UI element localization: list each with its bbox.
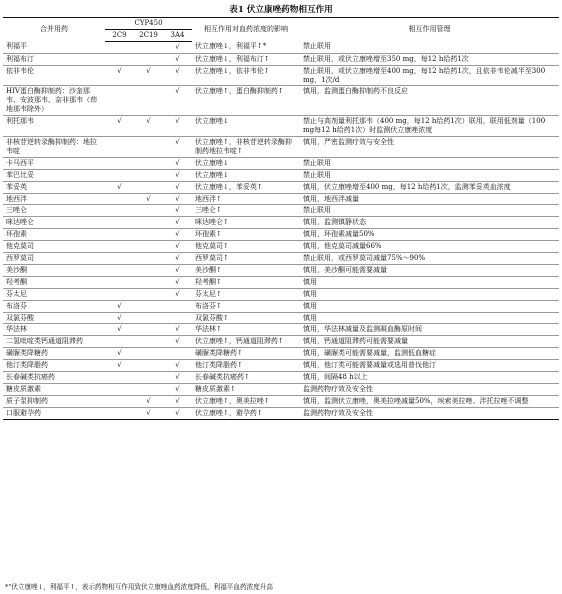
cyp-3a4-mark: √ (175, 137, 180, 146)
drug-cell: 环孢素 (6, 230, 27, 239)
effect-cell: 伏立康唑↓，利福平↑* (195, 42, 267, 51)
effect-cell: 咪达唑仑↑ (195, 218, 229, 227)
cyp-2c9-mark (105, 372, 134, 384)
table-row (3, 116, 559, 137)
header-2c19: 2C19 (134, 29, 163, 41)
cyp-2c9-mark (105, 384, 134, 396)
cyp-2c19-mark: √ (146, 66, 151, 75)
cyp-3a4-mark: √ (175, 242, 180, 251)
effect-cell: 磺脲类降糖药↑ (195, 349, 243, 358)
cyp-3a4-mark (163, 312, 192, 324)
management-cell: 慎用，地西泮减量 (303, 194, 359, 203)
cyp-2c19-mark (134, 181, 163, 193)
management-cell: 慎用 (303, 277, 317, 286)
drug-cell: 糖皮质激素 (6, 385, 41, 393)
drug-cell: 芬太尼 (6, 289, 27, 298)
management-cell: 慎用，他汀类可能需要减量或选用普伐他汀 (303, 361, 436, 370)
cyp-3a4-mark: √ (175, 254, 180, 263)
table-row (3, 169, 559, 181)
drug-cell: 三唑仑 (6, 206, 27, 215)
cyp-2c9-mark: √ (117, 361, 122, 370)
cyp-2c19-mark (134, 136, 163, 157)
table-row (3, 86, 559, 116)
cyp-2c9-mark (105, 157, 134, 169)
management-cell: 禁止联用 (303, 42, 331, 51)
drug-cell: 他克莫司 (6, 242, 34, 251)
cyp-2c9-mark: √ (117, 66, 122, 75)
drug-cell: 非核苷逆转录酶抑制药：地拉韦啶 (6, 137, 97, 155)
table-row (3, 348, 559, 360)
cyp-2c9-mark (105, 41, 134, 53)
cyp-2c19-mark (134, 312, 163, 324)
drug-cell: 二氢吡啶类钙通道阻滞药 (6, 337, 83, 346)
cyp-2c9-mark (105, 193, 134, 205)
table-row (3, 253, 559, 265)
management-cell: 慎用 (303, 301, 317, 310)
cyp-2c19-mark (134, 169, 163, 181)
cyp-3a4-mark: √ (175, 87, 180, 96)
cyp-2c19-mark (134, 253, 163, 265)
effect-cell: 地西泮↑ (195, 194, 222, 203)
drug-cell: 长春碱类抗癌药 (6, 373, 55, 382)
table-row (3, 136, 559, 157)
table-row (3, 312, 559, 324)
cyp-2c9-mark (105, 253, 134, 265)
cyp-2c9-mark (105, 241, 134, 253)
table-row (3, 157, 559, 169)
cyp-2c9-mark (105, 86, 134, 116)
table-row (3, 324, 559, 336)
drug-cell: 苯巴比妥 (6, 170, 34, 179)
management-cell: 慎用，间隔48 h以上 (303, 373, 368, 382)
cyp-2c19-mark (134, 157, 163, 169)
footnote: *"伏立康唑↓，利福平↑，表示药物相互作用致伏立康唑血药浓度降低，利福平血药浓度升高 (5, 583, 273, 591)
drug-cell: 地西泮 (6, 194, 27, 203)
cyp-2c19-mark (134, 384, 163, 396)
cyp-3a4-mark: √ (175, 289, 180, 298)
cyp-2c19-mark (134, 41, 163, 53)
management-cell: 慎用 (303, 313, 317, 322)
table-title: 表1 伏立康唑药物相互作用 (229, 5, 333, 15)
cyp-2c19-mark (134, 348, 163, 360)
table-row (3, 217, 559, 229)
table-row (3, 41, 559, 53)
drug-cell: 利福平 (6, 42, 27, 51)
drug-cell: 布洛芬 (6, 301, 27, 310)
effect-cell: 西罗莫司↑ (195, 254, 229, 263)
cyp-3a4-mark: √ (175, 206, 180, 215)
management-cell: 慎用，监测伏立康唑，奥美拉唑减量50%，埃索美拉唑、泮托拉唑不调整 (303, 396, 529, 405)
drug-cell: 华法林 (6, 325, 27, 334)
effect-cell: 伏立康唑↓ (195, 158, 229, 167)
cyp-2c19-mark (134, 288, 163, 300)
drug-cell: 西罗莫司 (6, 254, 34, 263)
table-body (3, 41, 559, 419)
management-cell: 慎用，严密监测疗效与安全性 (303, 137, 394, 146)
cyp-2c19-mark (134, 360, 163, 372)
effect-cell: 伏立康唑↓，利福布汀↑ (195, 54, 270, 63)
table-row (3, 53, 559, 65)
cyp-2c19-mark (134, 264, 163, 276)
effect-cell: 伏立康唑↓，苯妥英↑ (195, 182, 263, 191)
drug-cell: 利福布汀 (6, 54, 34, 63)
management-cell: 慎用，伏立康唑增至400 mg，每12 h给药1次，监测苯妥英血浓度 (303, 182, 511, 191)
table-row (3, 241, 559, 253)
cyp-3a4-mark: √ (175, 194, 180, 203)
cyp-3a4-mark: √ (175, 158, 180, 167)
cyp-3a4-mark: √ (175, 230, 180, 239)
header-drug: 合并用药 (3, 18, 105, 42)
cyp-2c9-mark (105, 407, 134, 419)
cyp-2c19-mark (134, 336, 163, 348)
management-cell: 监测药物疗效及安全性 (303, 408, 373, 417)
management-cell: 慎用，监测蛋白酶抑制药不良反应 (303, 87, 408, 96)
cyp-3a4-mark: √ (175, 277, 180, 286)
cyp-2c9-mark (105, 205, 134, 217)
cyp-2c9-mark: √ (117, 325, 122, 334)
management-cell: 禁止联用 (303, 158, 331, 167)
cyp-2c9-mark: √ (117, 117, 122, 126)
cyp-3a4-mark (163, 300, 192, 312)
effect-cell: 糖皮质激素↑ (195, 385, 236, 393)
table-row (3, 276, 559, 288)
drug-cell: 磺脲类降糖药 (6, 349, 48, 358)
table-row (3, 407, 559, 419)
cyp-3a4-mark: √ (175, 42, 180, 51)
cyp-2c19-mark (134, 241, 163, 253)
cyp-3a4-mark: √ (175, 396, 180, 405)
cyp-2c19-mark (134, 300, 163, 312)
management-cell: 慎用，监测镇静状态 (303, 218, 366, 227)
cyp-3a4-mark: √ (175, 218, 180, 227)
effect-cell: 长春碱类抗癌药↑ (195, 373, 250, 382)
header-management: 相互作用管理 (300, 18, 559, 42)
cyp-2c9-mark (105, 288, 134, 300)
cyp-2c19-mark: √ (146, 396, 151, 405)
header-3a4: 3A4 (163, 29, 192, 41)
table-row (3, 65, 559, 86)
cyp-2c19-mark (134, 53, 163, 65)
cyp-2c9-mark: √ (117, 182, 122, 191)
management-cell: 监测药物疗效及安全性 (303, 385, 373, 393)
cyp-2c19-mark (134, 229, 163, 241)
drug-cell: 利托那韦 (6, 117, 34, 126)
cyp-2c19-mark (134, 372, 163, 384)
table-row (3, 384, 559, 396)
management-cell: 慎用，磺脲类可能需要减量，监测低血糖症 (303, 349, 436, 358)
cyp-2c9-mark (105, 53, 134, 65)
drug-cell: 苯妥英 (6, 182, 27, 191)
management-cell: 禁止与高剂量利托那韦（400 mg，每12 h给药1次）联用，联用低剂量（100 mg每12 h给药1次）时监测伏立康唑浓度 (303, 117, 546, 135)
header-effect: 相互作用对血药浓度的影响 (192, 18, 300, 42)
cyp-3a4-mark: √ (175, 325, 180, 334)
effect-cell: 伏立康唑↑，奥美拉唑↑ (195, 396, 270, 405)
management-cell: 禁止联用，或西罗莫司减量75%～90% (303, 254, 426, 263)
management-cell: 慎用 (303, 289, 317, 298)
effect-cell: 他汀类降脂药↑ (195, 361, 243, 370)
cyp-3a4-mark (163, 348, 192, 360)
drug-cell: 他汀类降脂药 (6, 361, 48, 370)
management-cell: 慎用，他克莫司减量66% (303, 242, 382, 251)
management-cell: 禁止联用 (303, 170, 331, 179)
effect-cell: 伏立康唑↓，依非韦伦↑ (195, 66, 270, 75)
header-2c9: 2C9 (105, 29, 134, 41)
table-row (3, 181, 559, 193)
effect-cell: 伏立康唑↓ (195, 170, 229, 179)
management-cell: 禁止联用，或伏立康唑增至400 mg，每12 h给药1次，且依非韦伦减半至300 mg，1次/d (303, 66, 546, 84)
cyp-2c9-mark (105, 276, 134, 288)
drug-cell: 质子泵抑制药 (6, 396, 48, 405)
table-row (3, 264, 559, 276)
effect-cell: 双氯芬酸↑ (195, 313, 229, 322)
cyp-2c19-mark (134, 217, 163, 229)
cyp-2c19-mark: √ (146, 194, 151, 203)
table-row (3, 205, 559, 217)
cyp-2c9-mark (105, 336, 134, 348)
cyp-2c19-mark (134, 205, 163, 217)
cyp-3a4-mark: √ (175, 408, 180, 417)
cyp-2c19-mark (134, 86, 163, 116)
drug-cell: 口服避孕药 (6, 408, 41, 417)
cyp-3a4-mark: √ (175, 337, 180, 346)
cyp-3a4-mark: √ (175, 66, 180, 75)
effect-cell: 三唑仑↑ (195, 206, 222, 215)
management-cell: 禁止联用，或伏立康唑增至350 mg，每12 h给药1次 (303, 54, 469, 63)
cyp-2c19-mark (134, 324, 163, 336)
table-row (3, 372, 559, 384)
table-row (3, 360, 559, 372)
cyp-3a4-mark: √ (175, 170, 180, 179)
cyp-2c9-mark: √ (117, 301, 122, 310)
table-row (3, 288, 559, 300)
management-cell: 慎用，钙通道阻滞药可能需要减量 (303, 337, 408, 346)
table-row (3, 300, 559, 312)
effect-cell: 伏立康唑↑，蛋白酶抑制药↑ (195, 87, 284, 96)
drug-cell: HIV蛋白酶抑制药：沙奎那韦、安波那韦、奈非那韦（茚地那韦除外） (6, 87, 97, 114)
effect-cell: 环孢素↑ (195, 230, 222, 239)
effect-cell: 羟考酮↑ (195, 277, 222, 286)
management-cell: 慎用，环孢素减量50% (303, 230, 375, 239)
cyp-3a4-mark: √ (175, 361, 180, 370)
drug-cell: 卡马西平 (6, 158, 34, 167)
cyp-2c19-mark: √ (146, 408, 151, 417)
cyp-2c19-mark (134, 276, 163, 288)
management-cell: 禁止联用 (303, 206, 331, 215)
management-cell: 慎用，美沙酮可能需要减量 (303, 265, 387, 274)
effect-cell: 美沙酮↑ (195, 265, 222, 274)
interaction-table (3, 17, 559, 420)
cyp-2c9-mark: √ (117, 349, 122, 358)
drug-cell: 双氯芬酸 (6, 313, 34, 322)
cyp-2c9-mark: √ (117, 313, 122, 322)
table-row (3, 193, 559, 205)
cyp-3a4-mark: √ (175, 373, 180, 382)
effect-cell: 华法林↑ (195, 325, 222, 334)
effect-cell: 伏立康唑↑，钙通道阻滞药↑ (195, 337, 284, 346)
cyp-3a4-mark: √ (175, 182, 180, 191)
cyp-2c9-mark (105, 395, 134, 407)
cyp-2c9-mark (105, 229, 134, 241)
management-cell: 慎用，华法林减量及监测凝血酶原时间 (303, 325, 422, 334)
effect-cell: 伏立康唑↑，非核苷逆转录酶抑制药地拉韦啶↑ (195, 137, 292, 155)
drug-cell: 美沙酮 (6, 265, 27, 274)
effect-cell: 伏立康唑↓ (195, 117, 229, 126)
table-row (3, 336, 559, 348)
drug-cell: 羟考酮 (6, 277, 27, 286)
cyp-2c9-mark (105, 217, 134, 229)
drug-cell: 依非韦伦 (6, 66, 34, 75)
cyp-3a4-mark: √ (175, 265, 180, 274)
cyp-3a4-mark: √ (175, 54, 180, 63)
effect-cell: 他克莫司↑ (195, 242, 229, 251)
effect-cell: 芬太尼↑ (195, 289, 222, 298)
cyp-2c9-mark (105, 169, 134, 181)
cyp-2c19-mark: √ (146, 117, 151, 126)
effect-cell: 伏立康唑↑，避孕药↑ (195, 408, 263, 417)
cyp-2c9-mark (105, 136, 134, 157)
cyp-3a4-mark: √ (175, 385, 180, 393)
cyp-2c9-mark (105, 264, 134, 276)
drug-cell: 咪达唑仑 (6, 218, 34, 227)
effect-cell: 布洛芬↑ (195, 301, 222, 310)
table-row (3, 395, 559, 407)
header-cyp450: CYP450 (105, 18, 192, 30)
cyp-3a4-mark: √ (175, 117, 180, 126)
table-row (3, 229, 559, 241)
